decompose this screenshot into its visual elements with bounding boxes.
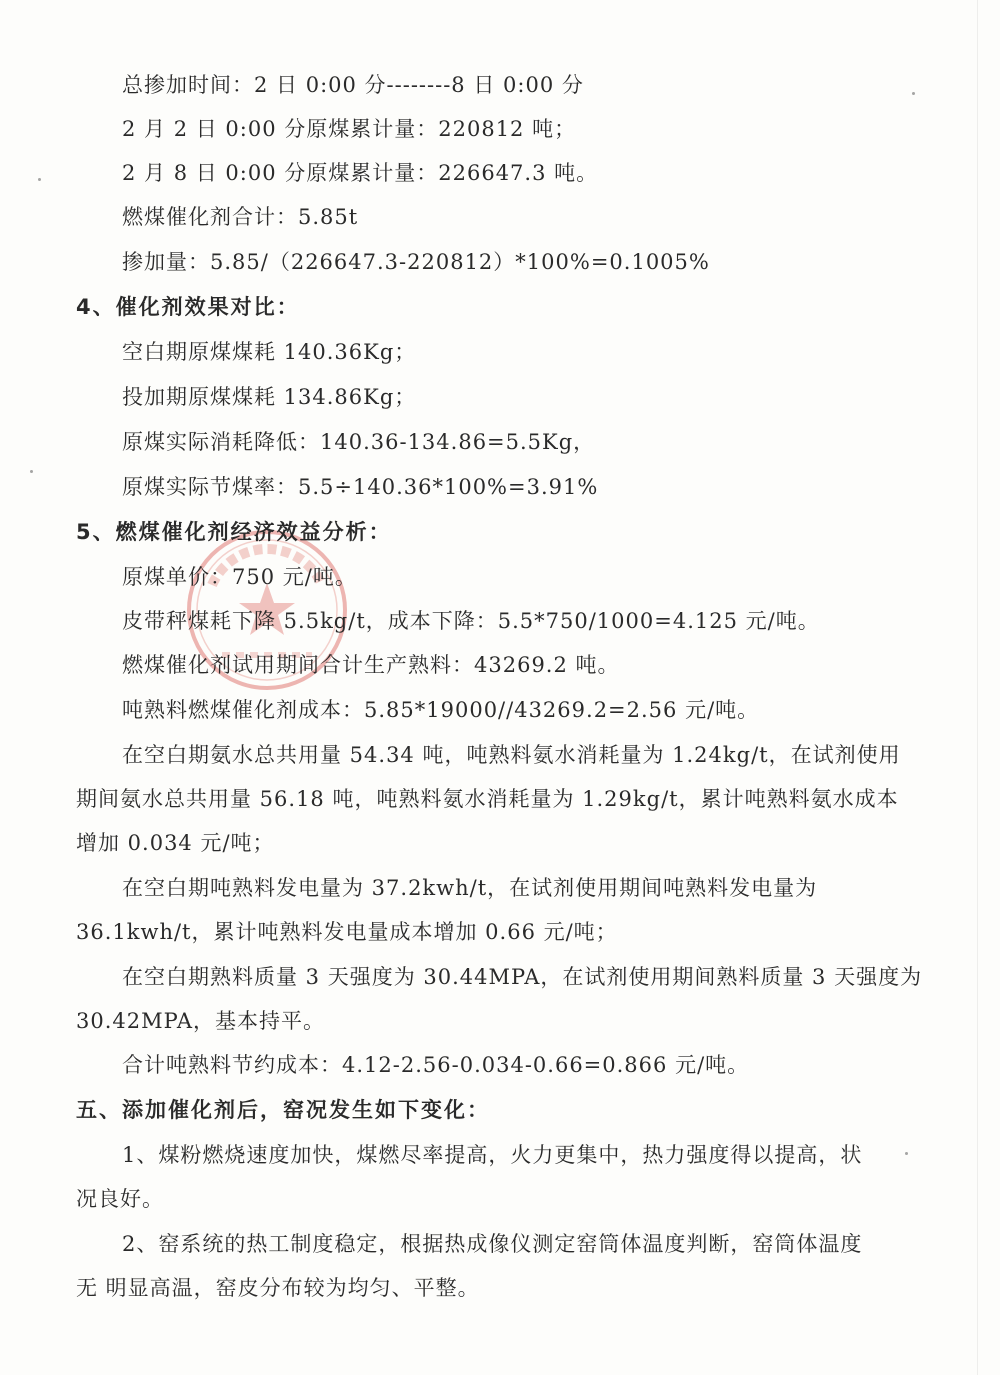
text-line: 36.1kwh/t，累计吨熟料发电量成本增加 0.66 元/吨； xyxy=(76,920,618,944)
scan-speck xyxy=(912,92,915,95)
text-line: 况良好。 xyxy=(76,1187,164,1211)
text-line: 2 月 2 日 0:00 分原煤累计量：220812 吨； xyxy=(122,117,577,141)
text-line: 原煤实际消耗降低：140.36-134.86=5.5Kg， xyxy=(122,430,596,454)
text-line: 30.42MPA，基本持平。 xyxy=(76,1009,325,1033)
scan-edge xyxy=(977,0,978,1375)
section-heading: 4、催化剂效果对比： xyxy=(76,295,300,319)
text-line: 燃煤催化剂试用期间合计生产熟料：43269.2 吨。 xyxy=(122,653,620,677)
scan-speck xyxy=(38,178,41,181)
text-line: 投加期原煤煤耗 134.86Kg； xyxy=(122,385,417,409)
scan-speck xyxy=(905,1152,908,1155)
text-line: 总掺加时间：2 日 0:00 分--------8 日 0:00 分 xyxy=(122,73,584,97)
section-heading: 五、添加催化剂后，窑况发生如下变化： xyxy=(76,1098,490,1122)
text-line: 吨熟料燃煤催化剂成本：5.85*19000//43269.2=2.56 元/吨。 xyxy=(122,698,760,722)
text-line: 原煤实际节煤率：5.5÷140.36*100%=3.91% xyxy=(122,475,599,499)
text-line: 增加 0.034 元/吨； xyxy=(76,831,275,855)
text-line: 掺加量：5.85/（226647.3-220812）*100%=0.1005% xyxy=(122,250,710,274)
text-line: 在空白期吨熟料发电量为 37.2kwh/t，在试剂使用期间吨熟料发电量为 xyxy=(122,876,818,900)
text-line: 空白期原煤煤耗 140.36Kg； xyxy=(122,340,417,364)
text-line: 无 明显高温，窑皮分布较为均匀、平整。 xyxy=(76,1276,480,1300)
scan-speck xyxy=(30,470,33,473)
text-line: 2 月 8 日 0:00 分原煤累计量：226647.3 吨。 xyxy=(122,161,599,185)
text-line: 在空白期氨水总共用量 54.34 吨，吨熟料氨水消耗量为 1.24kg/t，在试剂使用 xyxy=(122,743,901,767)
text-line: 1、煤粉燃烧速度加快，煤燃尽率提高，火力更集中，热力强度得以提高，状 xyxy=(122,1143,863,1167)
text-line: 合计吨熟料节约成本：4.12-2.56-0.034-0.66=0.866 元/吨。 xyxy=(122,1053,750,1077)
text-line: 在空白期熟料质量 3 天强度为 30.44MPA，在试剂使用期间熟料质量 3 天强度为 xyxy=(122,965,923,989)
text-line: 燃煤催化剂合计：5.85t xyxy=(122,205,359,229)
section-heading: 5、燃煤催化剂经济效益分析： xyxy=(76,520,392,544)
text-line: 原煤单价：750 元/吨。 xyxy=(122,565,357,589)
text-line: 2、窑系统的热工制度稳定，根据热成像仪测定窑筒体温度判断，窑筒体温度 xyxy=(122,1232,863,1256)
text-line: 期间氨水总共用量 56.18 吨，吨熟料氨水消耗量为 1.29kg/t，累计吨熟料氨水成本 xyxy=(76,787,899,811)
text-line: 皮带秤煤耗下降 5.5kg/t，成本下降：5.5*750/1000=4.125 元/吨。 xyxy=(122,609,820,633)
